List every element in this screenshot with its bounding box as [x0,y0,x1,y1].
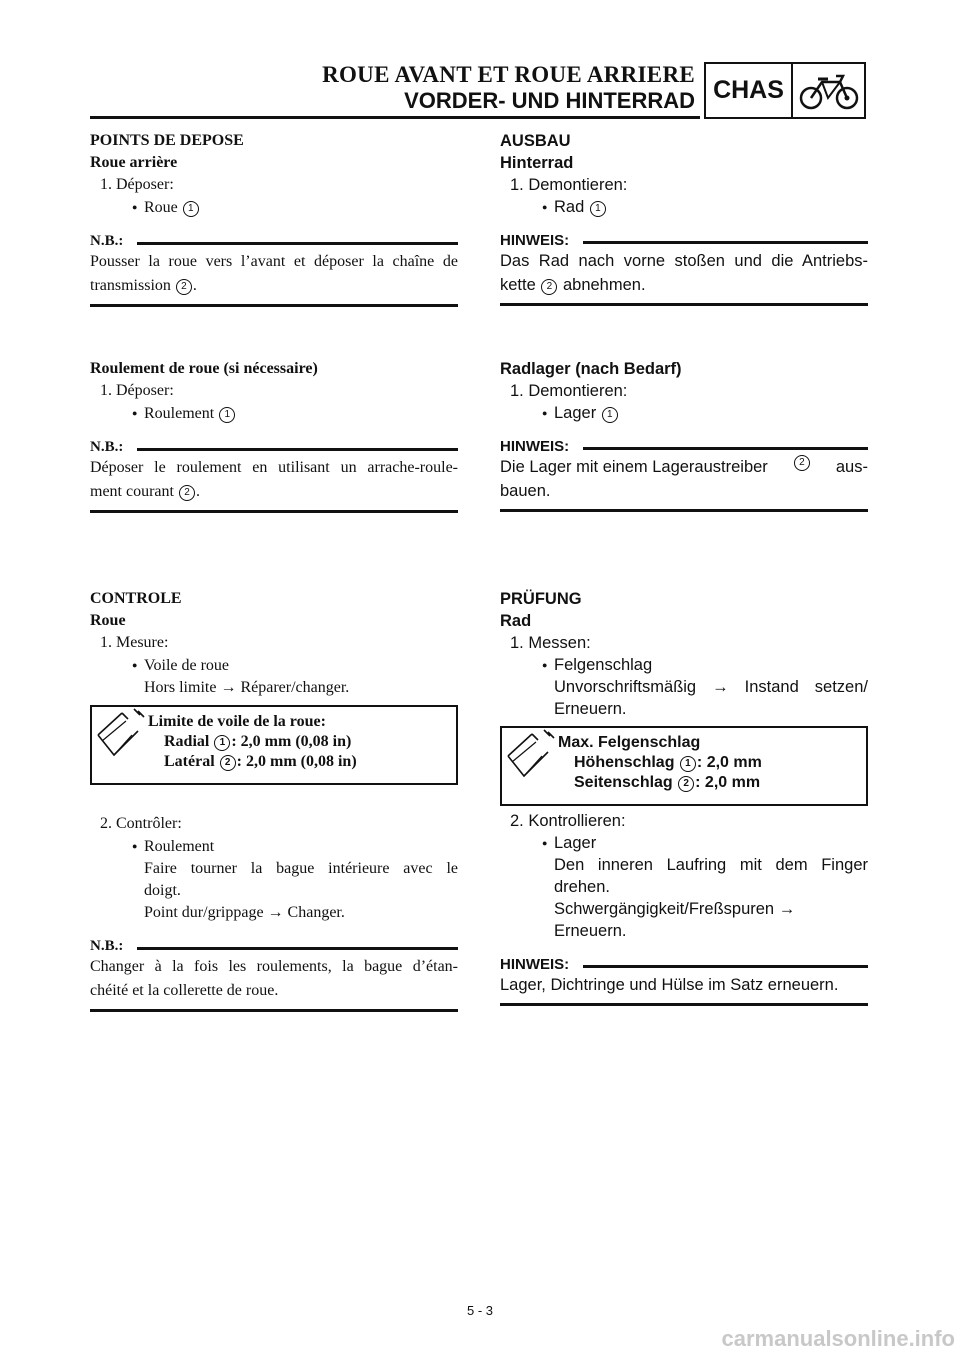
motorcycle-icon [793,64,864,117]
note-end-rule [500,509,868,512]
item-detail: Schwergängigkeit/Freßspuren → [554,900,796,918]
note-header: HINWEIS: [500,438,868,455]
subheading: Rad [500,612,532,630]
note-end-rule [90,304,458,307]
page-title-fr: ROUE AVANT ET ROUE ARRIERE [322,62,695,87]
step: 1. Messen: [510,634,591,652]
subheading: Hinterrad [500,154,574,172]
watermark: carmanualsonline.info [721,1326,955,1351]
subheading: Roue arrière [90,154,178,171]
header-rule [90,116,700,119]
column-french-bearing [90,358,458,513]
column-german-bearing [500,358,868,512]
note-text: Changer à la fois les roulements, la bague d’étan- chéité et la collerette de roue. [90,958,458,999]
item-detail: Point dur/grippage → Changer. [144,904,345,921]
note-end-rule [90,1009,458,1012]
callout-number: 2 [176,279,192,295]
subheading: Roue [90,612,126,629]
list-item: ● Lager 1 [500,402,868,424]
note-text: Déposer le roulement en utilisant un arrache-roule- ment courant 2 . [90,459,458,500]
note-end-rule [90,510,458,513]
list-item: ● Lager [500,832,868,854]
step: 1. Déposer: [100,382,174,399]
spec-line: Radial 1 : 2,0 mm (0,08 in) [164,733,352,750]
callout-number: 2 [179,485,195,501]
column-french-check [90,588,458,1012]
callout-number: 1 [602,407,618,423]
note-header: HINWEIS: [500,956,868,973]
list-item: ● Rad 1 [500,196,868,218]
note-header: N.B.: [90,439,458,456]
spec-title: Limite de voile de la roue: [148,713,326,730]
spec-line: Latéral 2 : 2,0 mm (0,08 in) [164,753,357,770]
note-text: Pousser la roue vers l’avant et déposer la chaîne de transmission 2 . [90,253,458,294]
item-detail: Unvorschriftsmäßig → Instand setzen/ [554,678,868,696]
list-item: ● Voile de roue [90,654,458,677]
note-end-rule [500,303,868,306]
step: 1. Demontieren: [510,382,628,400]
spec-box [90,705,458,785]
step: 1. Mesure: [100,634,169,651]
note-header: N.B.: [90,938,458,955]
subheading: Radlager (nach Bedarf) [500,360,682,378]
note-text: Das Rad nach vorne stoßen und die Antriebs- kette 2 abnehmen. [500,252,868,294]
spec-line: Seitenschlag 2 : 2,0 mm [574,774,761,791]
subheading: Roulement de roue (si nécessaire) [90,360,318,377]
column-german-check [500,588,868,1006]
wrench-icon [502,728,558,804]
step: 1. Déposer: [100,176,174,193]
note-text: Die Lager mit einem Lageraustreiber 2 aus- bauen. [500,457,868,500]
note-header: HINWEIS: [500,232,868,249]
item-detail: drehen. [554,878,610,896]
callout-number: 1 [219,407,235,423]
callout-number: 2 [794,455,810,471]
page-number: 5 - 3 [466,1303,493,1318]
item-detail: Hors limite → Réparer/changer. [144,679,350,696]
note-text: Lager, Dichtringe und Hülse im Satz erneuern. [500,976,839,994]
list-item: ● Roulement 1 [90,402,458,425]
list-item: ● Felgenschlag [500,654,868,676]
section-heading: PRÜFUNG [500,590,582,608]
callout-number: 2 [541,279,557,295]
callout-number: 1 [590,201,606,217]
section-heading: AUSBAU [500,132,571,150]
spec-title: Max. Felgenschlag [558,734,701,751]
section-badge [704,62,866,119]
section-heading: POINTS DE DEPOSE [90,132,244,149]
list-item: ● Roulement [90,835,458,858]
list-item: ● Roue 1 [90,196,458,219]
spec-line: Höhenschlag 1 : 2,0 mm [574,754,762,771]
step: 2. Kontrollieren: [510,812,626,830]
item-detail: Erneuern. [554,922,627,940]
spec-box [500,726,868,806]
item-detail: Erneuern. [554,700,627,718]
note-header: N.B.: [90,233,458,250]
step: 1. Demontieren: [510,176,628,194]
step: 2. Contrôler: [100,815,182,832]
wrench-icon [92,707,148,783]
note-end-rule [500,1003,868,1006]
section-heading: CONTROLE [90,590,182,607]
item-detail: doigt. [144,882,181,899]
section-code: CHAS [706,64,793,117]
item-detail: Faire tourner la bague intérieure avec le [144,860,458,877]
column-french [90,130,458,307]
page-title-de: VORDER- UND HINTERRAD [404,88,695,113]
item-detail: Den inneren Laufring mit dem Finger [554,856,868,874]
callout-number: 1 [183,201,199,217]
column-german [500,130,868,306]
